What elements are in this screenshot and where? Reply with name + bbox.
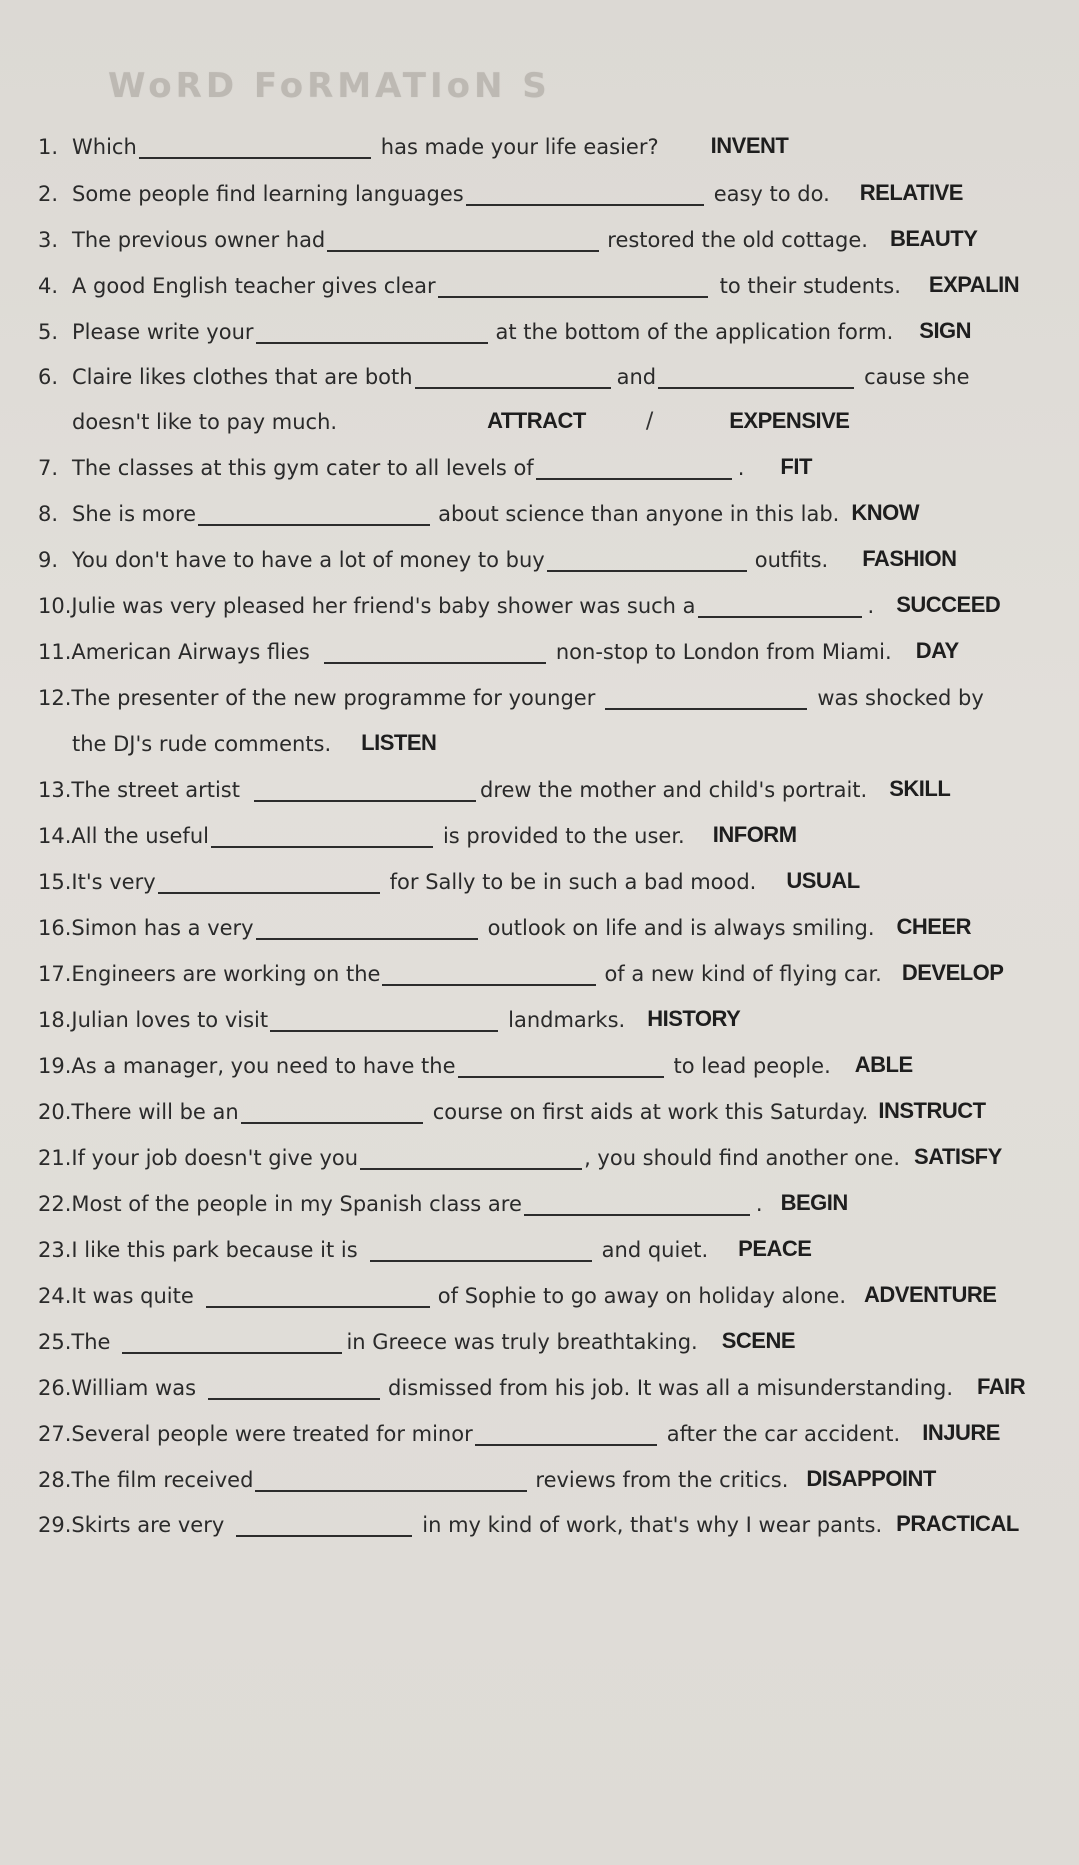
exercise-line-24 xyxy=(38,1274,996,1308)
exercise-line-11 xyxy=(38,630,959,664)
item-number: 8. xyxy=(38,502,59,526)
keyword: LISTEN xyxy=(361,730,437,755)
keyword: ADVENTURE xyxy=(864,1282,997,1307)
keyword: EXPALIN xyxy=(928,272,1020,297)
item-number: 11. xyxy=(38,640,72,664)
sentence-start: The presenter of the new programme for younger xyxy=(71,686,596,710)
sentence-start: The classes at this gym cater to all levels of xyxy=(72,456,534,480)
sentence-start: You don't have to have a lot of money to buy xyxy=(72,548,545,572)
sentence-start: Engineers are working on the xyxy=(71,962,381,986)
sentence-start: Several people were treated for minor xyxy=(71,1422,473,1446)
answer-blank[interactable] xyxy=(360,1148,582,1170)
sentence-end: in Greece was truly breathtaking. xyxy=(346,1330,698,1354)
item-number: 27. xyxy=(38,1422,72,1446)
sentence-end: easy to do. xyxy=(713,182,830,206)
keyword: SUCCEED xyxy=(896,592,1001,617)
keyword: SATISFY xyxy=(914,1144,1002,1169)
keyword: INSTRUCT xyxy=(878,1098,986,1123)
answer-blank[interactable] xyxy=(256,918,478,940)
answer-blank[interactable] xyxy=(254,780,476,802)
item-number: 19. xyxy=(38,1054,72,1078)
keyword: DEVELOP xyxy=(901,960,1004,985)
answer-blank[interactable] xyxy=(536,458,732,480)
keyword: SIGN xyxy=(919,318,972,343)
item-number: 24. xyxy=(38,1284,72,1308)
sentence-continuation: the DJ's rude comments. xyxy=(72,732,332,756)
answer-blank[interactable] xyxy=(382,964,596,986)
exercise-line-25 xyxy=(38,1320,795,1354)
item-number: 17. xyxy=(38,962,72,986)
sentence-end: of Sophie to go away on holiday alone. xyxy=(437,1284,847,1308)
sentence-end: , you should find another one. xyxy=(584,1146,901,1170)
sentence-end: was shocked by xyxy=(817,686,984,710)
sentence-start: It's very xyxy=(71,870,156,894)
answer-blank[interactable] xyxy=(158,872,380,894)
sentence-end: landmarks. xyxy=(508,1008,626,1032)
answer-blank[interactable] xyxy=(415,367,611,389)
exercise-line-28 xyxy=(38,1458,936,1492)
sentence-middle: and xyxy=(616,365,657,389)
keyword: USUAL xyxy=(786,868,860,893)
item-number: 29. xyxy=(38,1513,72,1537)
sentence-end: to lead people. xyxy=(673,1054,831,1078)
sentence-start: Julie was very pleased her friend's baby shower was such a xyxy=(71,594,696,618)
item-number: 13. xyxy=(38,778,72,802)
keyword: SCENE xyxy=(721,1328,796,1353)
item-number: 4. xyxy=(38,274,59,298)
exercise-line-6 xyxy=(38,355,970,389)
sentence-continuation: doesn't like to pay much. xyxy=(72,410,338,434)
answer-blank[interactable] xyxy=(206,1286,430,1308)
keyword: ABLE xyxy=(854,1052,913,1077)
item-number: 12. xyxy=(38,686,72,710)
item-number: 25. xyxy=(38,1330,72,1354)
answer-blank[interactable] xyxy=(438,276,708,298)
exercise-line-12 xyxy=(38,676,984,710)
sentence-start: Claire likes clothes that are both xyxy=(72,365,413,389)
sentence-end: outfits. xyxy=(754,548,829,572)
exercise-line-5 xyxy=(38,310,971,344)
exercise-line-19 xyxy=(38,1044,913,1078)
keyword: FAIR xyxy=(977,1374,1026,1399)
sentence-start: Which xyxy=(72,135,137,159)
keyword: PEACE xyxy=(738,1236,812,1261)
exercise-line-26 xyxy=(38,1366,1025,1400)
keyword: CHEER xyxy=(896,914,972,939)
keyword: ATTRACT xyxy=(487,408,586,433)
sentence-end: has made your life easier? xyxy=(380,135,659,159)
answer-blank[interactable] xyxy=(466,184,704,206)
sentence-end: reviews from the critics. xyxy=(535,1468,789,1492)
exercise-line-7 xyxy=(38,446,812,480)
sentence-end: about science than anyone in this lab. xyxy=(438,502,840,526)
sentence-end: in my kind of work, that's why I wear pants. xyxy=(422,1513,883,1537)
sentence-end: of a new kind of flying car. xyxy=(604,962,882,986)
item-number: 23. xyxy=(38,1238,72,1262)
exercise-line-8 xyxy=(38,492,919,526)
exercise-line-14 xyxy=(38,814,797,848)
sentence-start: Please write your xyxy=(72,320,254,344)
item-number: 7. xyxy=(38,456,59,480)
sentence-end: drew the mother and child's portrait. xyxy=(479,778,868,802)
sentence-start: Skirts are very xyxy=(71,1513,225,1537)
sentence-end: restored the old cottage. xyxy=(607,228,868,252)
exercise-line-23 xyxy=(38,1228,811,1262)
exercise-line-16 xyxy=(38,906,971,940)
item-number: 20. xyxy=(38,1100,72,1124)
answer-blank[interactable] xyxy=(139,137,371,159)
exercise-line-6-continued xyxy=(72,400,849,434)
answer-blank[interactable] xyxy=(524,1194,750,1216)
exercise-line-29 xyxy=(38,1503,1019,1537)
exercise-line-4 xyxy=(38,264,1019,298)
sentence-end: . xyxy=(737,456,745,480)
keyword: INJURE xyxy=(922,1420,1000,1445)
keyword: KNOW xyxy=(851,500,919,525)
exercise-line-27 xyxy=(38,1412,1000,1446)
sentence-end: after the car accident. xyxy=(666,1422,901,1446)
sentence-end: and quiet. xyxy=(601,1238,709,1262)
item-number: 5. xyxy=(38,320,59,344)
item-number: 22. xyxy=(38,1192,72,1216)
sentence-start: Most of the people in my Spanish class are xyxy=(71,1192,522,1216)
keyword-2: EXPENSIVE xyxy=(729,408,850,433)
answer-blank[interactable] xyxy=(698,596,862,618)
exercise-line-13 xyxy=(38,768,950,802)
exercise-line-12-continued xyxy=(72,722,436,756)
item-number: 26. xyxy=(38,1376,72,1400)
keyword: DISAPPOINT xyxy=(806,1466,936,1491)
sentence-start: As a manager, you need to have the xyxy=(71,1054,456,1078)
answer-blank[interactable] xyxy=(122,1332,342,1354)
sentence-start: I like this park because it is xyxy=(71,1238,358,1262)
worksheet-title: WoRD FoRMATIoN S xyxy=(108,66,551,106)
exercise-line-21 xyxy=(38,1136,1002,1170)
sentence-end: for Sally to be in such a bad mood. xyxy=(389,870,757,894)
item-number: 3. xyxy=(38,228,59,252)
keyword: RELATIVE xyxy=(859,180,963,205)
sentence-end: course on first aids at work this Saturday. xyxy=(432,1100,869,1124)
answer-blank[interactable] xyxy=(256,322,488,344)
exercise-line-2 xyxy=(38,172,963,206)
sentence-start: The street artist xyxy=(71,778,240,802)
answer-blank[interactable] xyxy=(327,230,599,252)
item-number: 18. xyxy=(38,1008,72,1032)
exercise-line-17 xyxy=(38,952,1003,986)
sentence-start: If your job doesn't give you xyxy=(71,1146,359,1170)
exercise-line-15 xyxy=(38,860,860,894)
sentence-start: A good English teacher gives clear xyxy=(72,274,436,298)
answer-blank[interactable] xyxy=(370,1240,592,1262)
sentence-end: . xyxy=(867,594,875,618)
keyword: SKILL xyxy=(889,776,951,801)
item-number: 9. xyxy=(38,548,59,572)
sentence-end: dismissed from his job. It was all a misunderstanding. xyxy=(388,1376,954,1400)
item-number: 10. xyxy=(38,594,72,618)
sentence-end: at the bottom of the application form. xyxy=(495,320,894,344)
exercise-line-18 xyxy=(38,998,740,1032)
answer-blank[interactable] xyxy=(458,1056,664,1078)
answer-blank[interactable] xyxy=(241,1102,423,1124)
answer-blank[interactable] xyxy=(547,550,747,572)
item-number: 14. xyxy=(38,824,72,848)
sentence-start: The film received xyxy=(71,1468,254,1492)
sentence-start: She is more xyxy=(72,502,197,526)
exercise-line-3 xyxy=(38,218,977,252)
item-number: 16. xyxy=(38,916,72,940)
sentence-start: The xyxy=(71,1330,111,1354)
answer-blank[interactable] xyxy=(208,1378,380,1400)
keyword: FASHION xyxy=(862,546,957,571)
sentence-start: There will be an xyxy=(71,1100,239,1124)
sentence-end: is provided to the user. xyxy=(442,824,685,848)
answer-blank[interactable] xyxy=(605,688,807,710)
item-number: 21. xyxy=(38,1146,72,1170)
sentence-start: The previous owner had xyxy=(72,228,326,252)
sentence-end: cause she xyxy=(864,365,970,389)
keyword: HISTORY xyxy=(647,1006,741,1031)
sentence-start: It was quite xyxy=(71,1284,194,1308)
answer-blank[interactable] xyxy=(236,1515,412,1537)
item-number: 6. xyxy=(38,365,59,389)
exercise-line-10 xyxy=(38,584,1000,618)
keyword: INVENT xyxy=(710,133,789,158)
sentence-start: All the useful xyxy=(71,824,209,848)
keyword: INFORM xyxy=(712,822,797,847)
sentence-start: William was xyxy=(71,1376,197,1400)
answer-blank[interactable] xyxy=(475,1424,657,1446)
keyword: BEAUTY xyxy=(889,226,978,251)
answer-blank[interactable] xyxy=(255,1470,527,1492)
sentence-start: Simon has a very xyxy=(71,916,254,940)
sentence-start: American Airways flies xyxy=(71,640,310,664)
exercise-line-1 xyxy=(38,125,788,159)
answer-blank[interactable] xyxy=(198,504,430,526)
answer-blank[interactable] xyxy=(324,642,546,664)
answer-blank[interactable] xyxy=(270,1010,498,1032)
keyword: DAY xyxy=(915,638,959,663)
keyword-separator: / xyxy=(645,409,654,434)
keyword: FIT xyxy=(780,454,812,479)
sentence-start: Julian loves to visit xyxy=(71,1008,269,1032)
item-number: 1. xyxy=(38,135,59,159)
keyword: BEGIN xyxy=(780,1190,848,1215)
exercise-line-9 xyxy=(38,538,957,572)
exercise-line-20 xyxy=(38,1090,986,1124)
item-number: 2. xyxy=(38,182,59,206)
sentence-end: to their students. xyxy=(719,274,901,298)
sentence-end: . xyxy=(755,1192,763,1216)
sentence-end: non-stop to London from Miami. xyxy=(555,640,892,664)
answer-blank[interactable] xyxy=(211,826,433,848)
sentence-end: outlook on life and is always smiling. xyxy=(487,916,875,940)
sentence-start: Some people find learning languages xyxy=(72,182,464,206)
item-number: 28. xyxy=(38,1468,72,1492)
item-number: 15. xyxy=(38,870,72,894)
exercise-line-22 xyxy=(38,1182,848,1216)
answer-blank[interactable] xyxy=(658,367,854,389)
keyword: PRACTICAL xyxy=(896,1511,1019,1536)
